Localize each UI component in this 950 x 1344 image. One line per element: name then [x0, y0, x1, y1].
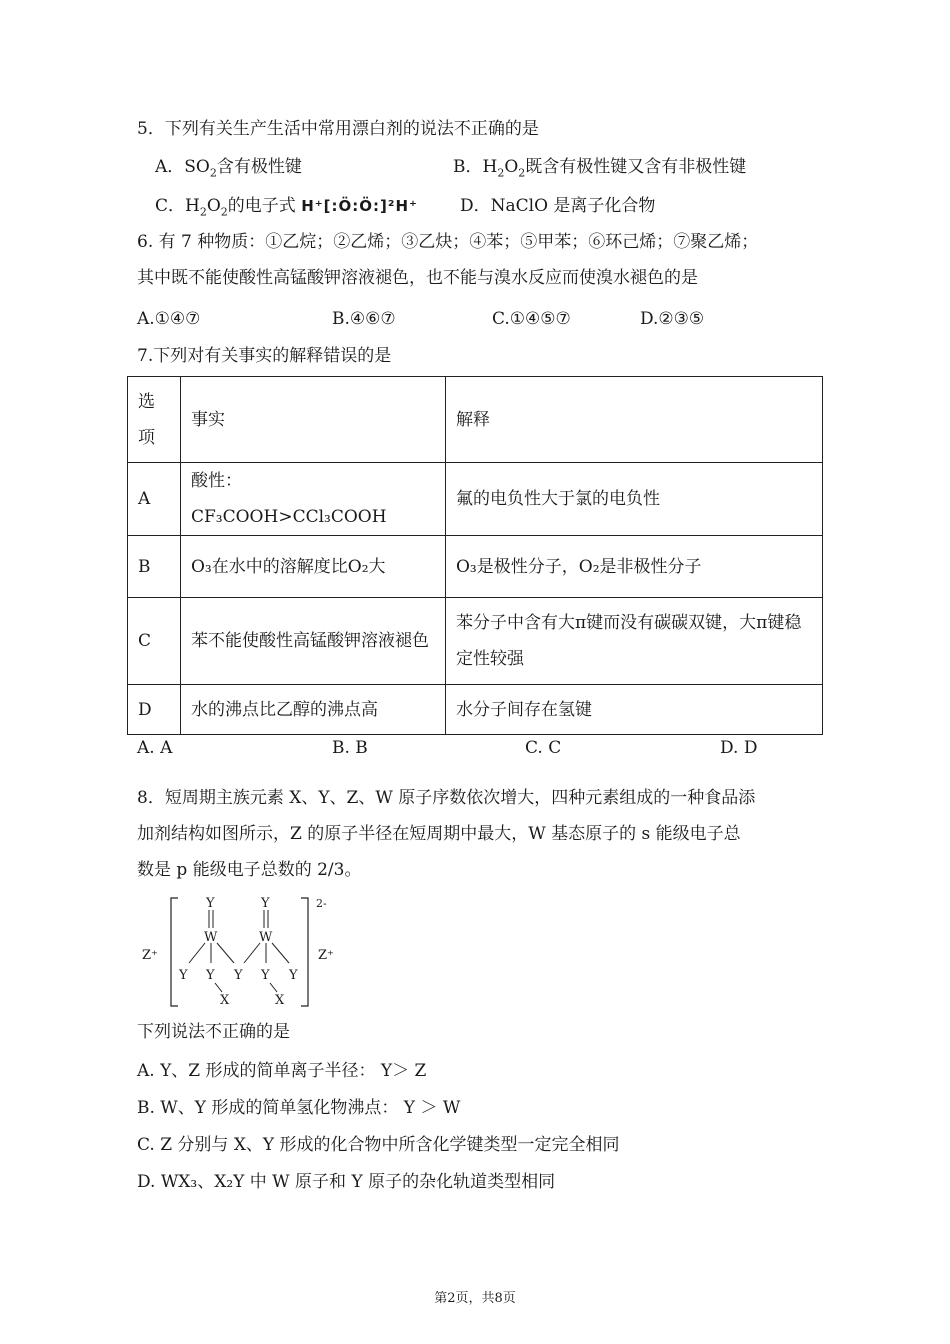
row-explain: O₃是极性分子，O₂是非极性分子 — [446, 536, 823, 598]
q6-option-d: D.②③⑤ — [640, 309, 705, 329]
q5-stem: 5．下列有关生产生活中常用漂白剂的说法不正确的是 — [137, 119, 539, 139]
header-explain: 解释 — [446, 377, 823, 463]
table-header-row — [128, 377, 823, 463]
q7-option-c: C. C — [525, 738, 562, 758]
q7-option-b: B. B — [332, 738, 368, 758]
q7-stem: 7.下列对有关事实的解释错误的是 — [137, 346, 392, 366]
atom-w: W — [259, 930, 273, 945]
row-option: D — [128, 685, 181, 735]
charge-label: 2- — [316, 897, 327, 910]
atom-y: Y — [289, 968, 298, 983]
atom-y: Y — [206, 968, 215, 983]
atom-y: Y — [261, 896, 270, 911]
row-option: B — [128, 536, 181, 598]
row-option: A — [128, 463, 181, 536]
atom-y: Y — [179, 968, 188, 983]
row-explain: 苯分子中含有大π键而没有碳碳双键，大π键稳定性较强 — [446, 598, 823, 685]
q8-option-d: D. WX₃、X₂Y 中 W 原子和 Y 原子的杂化轨道类型相同 — [137, 1172, 556, 1192]
q7-option-d: D. D — [720, 738, 758, 758]
q8-question: 下列说法不正确的是 — [137, 1022, 290, 1042]
atom-w: W — [204, 930, 218, 945]
table-row — [128, 463, 823, 536]
row-fact: 水的沸点比乙醇的沸点高 — [181, 685, 446, 735]
row-fact: 酸性：CF₃COOH>CCl₃COOH — [181, 463, 446, 536]
page-footer: 第2页，共8页 — [434, 1291, 516, 1306]
row-fact: 苯不能使酸性高锰酸钾溶液褪色 — [181, 598, 446, 685]
q8-option-a: A. Y、Z 形成的简单离子半径： Y＞ Z — [137, 1061, 427, 1081]
electron-formula: H⁺[:Ö:Ö:]²H⁺ — [301, 197, 418, 215]
atom-x: X — [275, 993, 285, 1008]
row-explain: 水分子间存在氢键 — [446, 685, 823, 735]
q6-option-b: B.④⑥⑦ — [332, 309, 396, 329]
header-fact: 事实 — [181, 377, 446, 463]
structure-diagram — [136, 890, 346, 1014]
q6-option-c: C.①④⑤⑦ — [492, 309, 571, 329]
facts-table — [127, 376, 823, 735]
cation-z-right: Z⁺ — [318, 948, 334, 963]
table-row — [128, 598, 823, 685]
q8-option-b: B. W、Y 形成的简单氢化物沸点： Y ＞ W — [137, 1098, 461, 1118]
atom-y: Y — [206, 896, 215, 911]
header-option: 选项 — [128, 377, 181, 463]
q5-option-d: D．NaClO 是离子化合物 — [460, 196, 656, 216]
atom-y: Y — [261, 968, 270, 983]
row-fact: O₃在水中的溶解度比O₂大 — [181, 536, 446, 598]
q5-option-a: A．$SO_2$含有极性键 — [155, 157, 302, 180]
atom-y: Y — [234, 968, 243, 983]
table-row — [128, 536, 823, 598]
cation-z-left: Z⁺ — [142, 948, 158, 963]
table-row — [128, 685, 823, 735]
q6-stem: 6. 有 7 种物质：①乙烷；②乙烯；③乙炔；④苯；⑤甲苯；⑥环己烯；⑦聚乙烯； 其中既不能使酸性高锰酸钾溶液褪色，也不能与溴水反应而使溴水褪色的是 — [137, 232, 759, 288]
atom-x: X — [220, 993, 230, 1008]
q8-stem: 8．短周期主族元素 X、Y、Z、W 原子序数依次增大，四种元素组成的一种食品添 加剂结构如图所示，Z 的原子半径在短周期中最大，W 基态原子的 s 能级电子总 数是 p 能级电子总数的 2/3。 — [137, 788, 756, 880]
q5-option-b: B．$H_2O_2$既含有极性键又含有非极性键 — [453, 157, 747, 180]
row-option: C — [128, 598, 181, 685]
row-explain: 氟的电负性大于氯的电负性 — [446, 463, 823, 536]
q8-option-c: C. Z 分别与 X、Y 形成的化合物中所含化学键类型一定完全相同 — [137, 1135, 620, 1155]
q7-option-a: A. A — [137, 738, 173, 758]
q5-option-c: C．$H_2O_2$的电子式 H⁺[:Ö:Ö:]²H⁺ — [155, 196, 418, 219]
q6-option-a: A.①④⑦ — [137, 309, 201, 329]
